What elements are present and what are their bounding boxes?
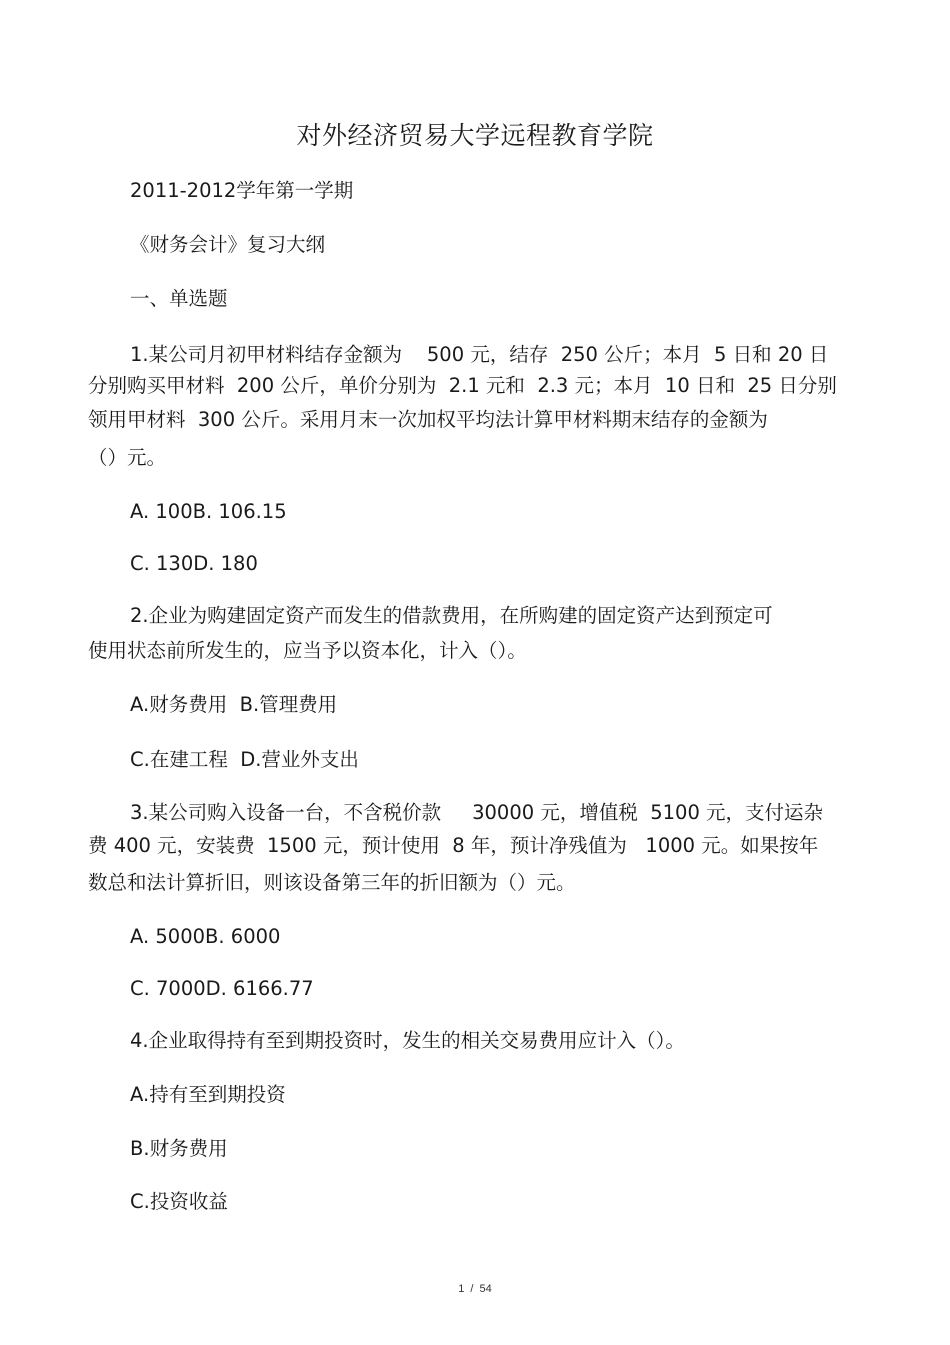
- question-3-option-c: C. 7000D. 6166.77: [130, 977, 314, 1000]
- question-1-option-c: C. 130D. 180: [130, 552, 258, 575]
- total-pages: 54: [479, 1283, 492, 1295]
- question-4-option-b: B.财务费用: [130, 1137, 228, 1160]
- question-4-option-a: A.持有至到期投资: [130, 1083, 286, 1106]
- question-3-line-2: 费 400 元，安装费 1500 元，预计使用 8 年，预计净残值为 1000 元。如果按年: [88, 834, 819, 857]
- question-4-option-c: C.投资收益: [130, 1190, 228, 1213]
- question-2-line-2: 使用状态前所发生的，应当予以资本化，计入（）。: [88, 639, 527, 662]
- page-number: [0, 1283, 950, 1295]
- question-2-option-c: C.在建工程 D.营业外支出: [130, 748, 359, 771]
- question-1-option-a: A. 100B. 106.15: [130, 500, 287, 523]
- semester-line: 2011-2012学年第一学期: [130, 179, 354, 202]
- question-4-line-1: 4.企业取得持有至到期投资时，发生的相关交易费用应计入（）。: [130, 1029, 685, 1052]
- document-title: 对外经济贸易大学远程教育学院: [296, 121, 654, 150]
- question-3-line-1: 3.某公司购入设备一台，不含税价款 30000 元，增值税 5100 元，支付运杂: [130, 801, 824, 824]
- question-1-line-1: 1.某公司月初甲材料结存金额为 500 元，结存 250 公斤；本月 5 日和 20 日: [130, 343, 829, 366]
- course-title: 《财务会计》复习大纲: [130, 233, 326, 256]
- section-heading: 一、单选题: [130, 287, 228, 310]
- question-3-option-a: A. 5000B. 6000: [130, 925, 281, 948]
- question-2-line-1: 2.企业为购建固定资产而发生的借款费用，在所购建的固定资产达到预定可: [130, 604, 773, 627]
- question-3-line-3: 数总和法计算折旧，则该设备第三年的折旧额为（）元。: [88, 871, 576, 894]
- question-2-option-a: A.财务费用 B.管理费用: [130, 693, 338, 716]
- question-1-line-4: （）元。: [88, 446, 167, 469]
- current-page: 1: [458, 1283, 465, 1295]
- page-separator: /: [470, 1283, 474, 1295]
- question-1-line-2: 分别购买甲材料 200 公斤，单价分别为 2.1 元和 2.3 元；本月 10 日和 25 日分别: [88, 374, 837, 397]
- question-1-line-3: 领用甲材料 300 公斤。采用月末一次加权平均法计算甲材料期末结存的金额为: [88, 408, 768, 431]
